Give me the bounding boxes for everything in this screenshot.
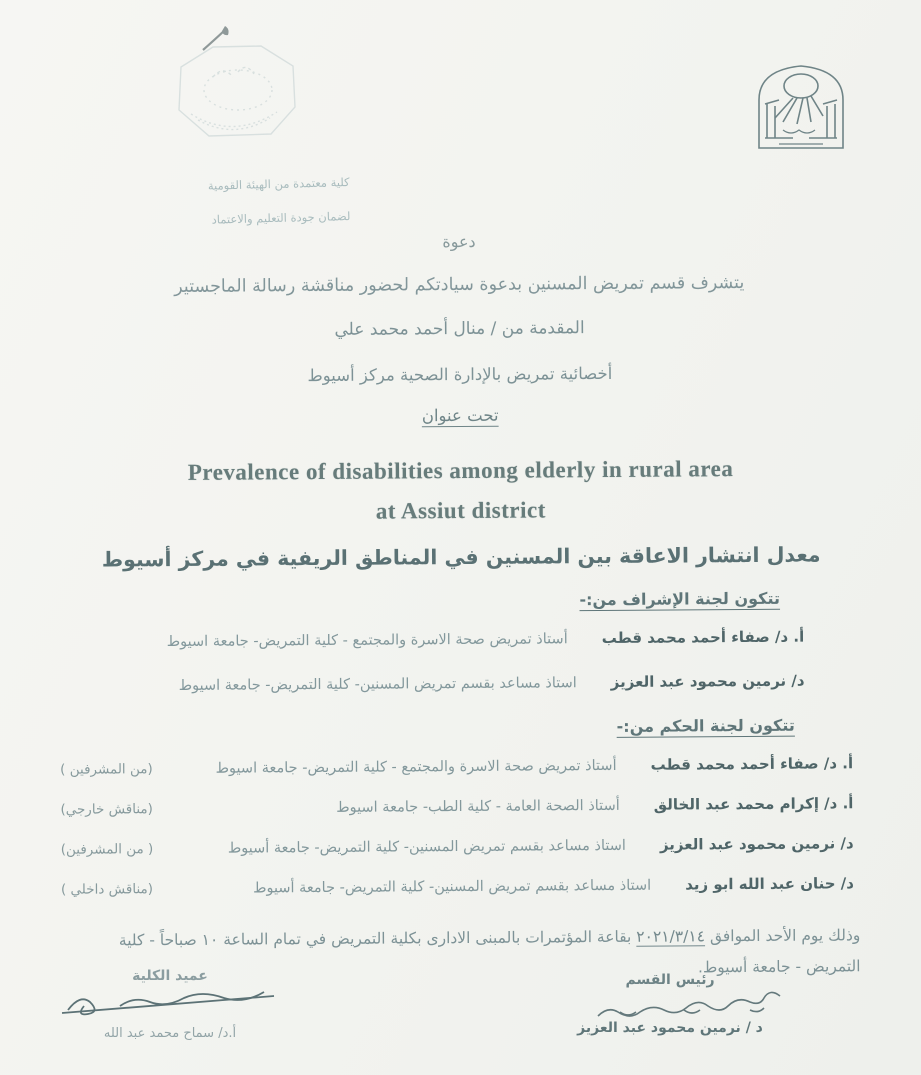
member-name: أ. د/ صفاء أحمد محمد قطب [650, 754, 854, 774]
supervision-member-row [1, 627, 921, 651]
department-head-name: د / نرمين محمود عبد العزيز [577, 1020, 763, 1036]
member-role: استاذ مساعد بقسم تمريض المسنين- كلية التمريض- جامعة أسيوط [227, 837, 626, 857]
accreditation-line2: لضمان جودة التعليم والاعتماد [211, 208, 351, 227]
dean-signature-scribble-icon [60, 980, 280, 1022]
jury-member-row [2, 754, 921, 778]
candidate-name-line: المقدمة من / منال أحمد محمد علي [334, 318, 585, 340]
member-role: استاذ مساعد بقسم تمريض المسنين- كلية التمريض- جامعة اسيوط [178, 675, 577, 694]
department-head-title: رئيس القسم [625, 972, 715, 988]
thesis-title-english [0, 448, 921, 534]
defense-date: ٢٠٢١/٣/١٤ [636, 927, 706, 946]
candidate-job-line: أخصائية تمريض بالإدارة الصحية مركز أسيوط [307, 363, 613, 386]
thesis-title-en-line2: at Assiut district [375, 497, 546, 524]
department-head-signature-block [540, 972, 800, 1036]
under-title-label: تحت عنوان [421, 405, 499, 426]
jury-member-row [3, 874, 921, 898]
jury-member-row [3, 834, 921, 858]
jury-committee-list [2, 754, 921, 898]
member-name: أ. د/ صفاء أحمد محمد قطب [601, 627, 805, 648]
member-role: أستاذ تمريض صحة الاسرة والمجتمع - كلية التمريض- جامعة اسيوط [215, 757, 617, 777]
assiut-university-logo [753, 60, 849, 150]
accreditation-note [119, 165, 351, 239]
member-note: ( من المشرفين) [60, 841, 154, 858]
schedule-prefix: وذلك يوم الأحد الموافق [704, 926, 861, 946]
dean-signature-block [55, 968, 285, 1041]
letter-body [0, 229, 921, 1004]
supervision-member-row [1, 671, 921, 695]
member-name: د/ نرمين محمود عبد العزيز [659, 834, 854, 854]
thesis-title-en-line1: Prevalence of disabilities among elderly in rural area [187, 456, 734, 485]
invitation-word: دعوة [442, 231, 476, 252]
jury-committee-heading: تتكون لجنة الحكم من:- [616, 715, 795, 736]
member-role: أستاذ الصحة العامة - كلية الطب- جامعة اسيوط [336, 797, 620, 816]
accreditation-line1: كلية معتمدة من الهيئة القومية [207, 174, 350, 193]
invitation-line1: يتشرف قسم تمريض المسنين بدعوة سيادتكم لحضور مناقشة رسالة الماجستير [174, 273, 745, 297]
member-role: أستاذ تمريض صحة الاسرة والمجتمع - كلية التمريض- جامعة اسيوط [166, 631, 568, 651]
dean-name: أ.د/ سماح محمد عبد الله [103, 1026, 237, 1041]
jury-member-row [2, 794, 921, 818]
faint-college-stamp-icon [143, 22, 323, 152]
schedule-suffix: بقاعة المؤتمرات بالمبنى الادارى بكلية التمريض في تمام الساعة ١٠ صباحاً - كلية التمريض - جامعة أسيوط. [118, 927, 861, 977]
member-name: د/ نرمين محمود عبد العزيز [610, 671, 805, 691]
member-name: أ. د/ إكرام محمد عبد الخالق [653, 794, 854, 814]
department-head-signature-scribble-icon [550, 984, 790, 1018]
member-note: (مناقش داخلي ) [60, 881, 154, 898]
member-role: استاذ مساعد بقسم تمريض المسنين- كلية التمريض- جامعة أسيوط [253, 877, 652, 897]
member-note: (مناقش خارجي) [60, 801, 153, 818]
member-note: (من المشرفين ) [60, 761, 153, 778]
supervision-committee-heading: تتكون لجنة الإشراف من:- [579, 588, 781, 610]
supervision-committee-list [1, 627, 921, 695]
thesis-title-arabic: معدل انتشار الاعاقة بين المسنين في المناطق الريفية في مركز أسيوط [101, 542, 821, 572]
dean-title: عميد الكلية [132, 968, 208, 984]
member-name: د/ حنان عبد الله ابو زيد [685, 874, 855, 894]
